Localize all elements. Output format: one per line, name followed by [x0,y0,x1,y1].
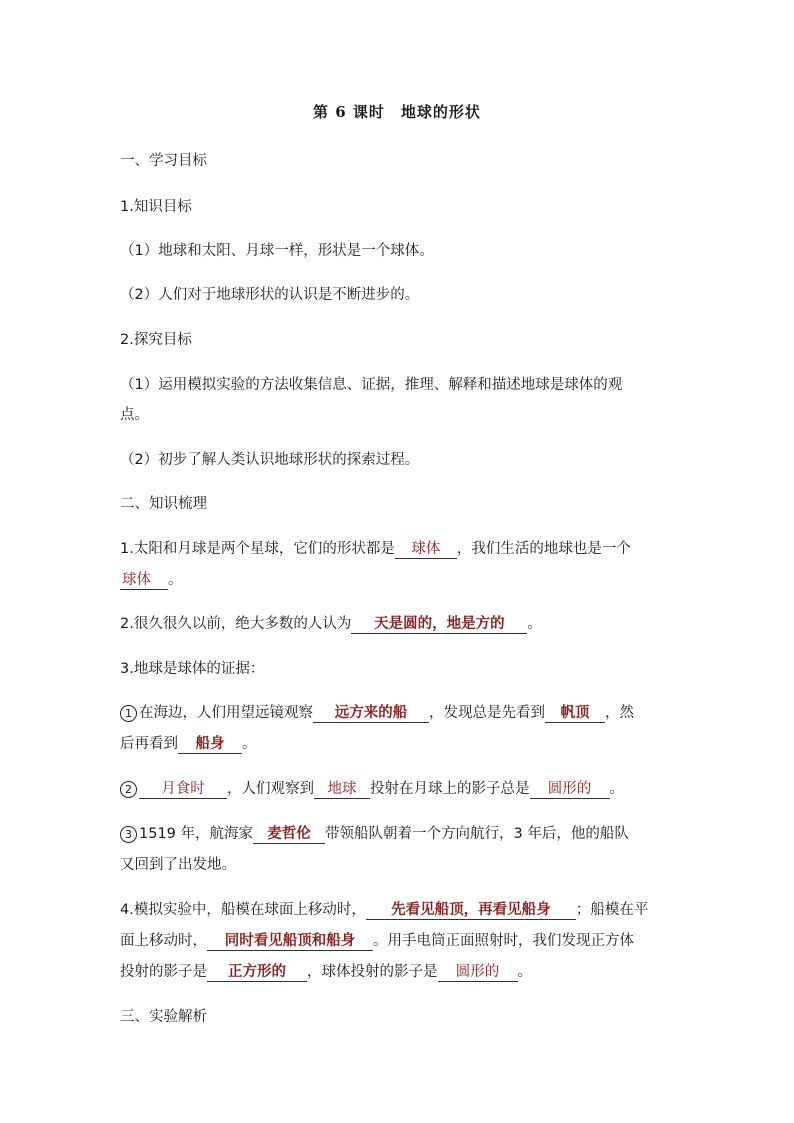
q1-text-b: ，我们生活的地球也是一个 [456,541,631,557]
evidence-1-line2 [120,735,680,754]
circled-number-2: 2 [120,781,137,798]
inquiry-item-2: （2）初步了解人类认识地球形状的探索过程。 [120,452,420,468]
q4-text-a: 4.模拟实验中，船模在球面上移动时， [120,902,366,918]
answer-blank: 圆形的 [530,781,610,799]
e2-text-b: 投射在月球上的影子总是 [370,781,530,797]
question-3: 3.地球是球体的证据： [120,661,265,677]
answer-blank: 月食时 [139,781,227,799]
question-4-line2 [120,932,680,951]
section-heading-goals: 一、学习目标 [120,153,207,169]
answer-blank: 天是圆的，地是方的 [351,616,527,634]
e1-end: 。 [242,736,257,752]
inquiry-item-1-line2: 点。 [120,407,149,423]
e3-text-b: 带领船队朝着一个方向航行，3 年后，他的船队 [325,826,629,842]
question-4-line3 [120,963,680,982]
q2-end: 。 [527,616,542,632]
answer-blank: 帆顶 [545,705,605,723]
answer-blank: 球体 [395,541,457,559]
circled-number-1: 1 [120,705,137,722]
answer-blank: 地球 [314,781,370,799]
page-title: 第 6 课时 地球的形状 [313,103,481,121]
subheading-knowledge: 1.知识目标 [120,199,192,215]
evidence-1-line1 [120,704,680,723]
answer-blank: 同时看见船顶和船身 [207,933,373,951]
knowledge-item-2: （2）人们对于地球形状的认识是不断进步的。 [120,287,420,303]
answer-blank: 远方来的船 [313,705,429,723]
e2-end: 。 [609,781,624,797]
answer-blank: 正方形的 [207,964,307,982]
question-1-line2 [120,571,680,590]
q2-text-a: 2.很久很久以前，绝大多数的人认为 [120,616,352,632]
circled-number-3: 3 [120,826,137,843]
q1-text-a: 1.太阳和月球是两个星球，它们的形状都是 [120,541,395,557]
e1-text-b: ，发现总是先看到 [429,705,545,721]
subheading-inquiry: 2.探究目标 [120,332,192,348]
e1-text-a: 在海边，人们用望远镜观察 [139,705,313,721]
e1-text-c: ，然 [605,705,634,721]
question-1-line1 [120,540,680,559]
evidence-3-line2: 又回到了出发地。 [120,857,236,873]
answer-blank: 麦哲伦 [253,826,325,844]
evidence-2 [120,780,680,799]
q4-text-e: 投射的影子是 [120,964,207,980]
q4-end: 。 [517,964,532,980]
q1-end: 。 [168,572,183,588]
question-4-line1 [120,901,680,920]
q4-text-b: ；船模在平 [575,902,649,918]
q4-text-f: ，球体投射的影子是 [307,964,438,980]
knowledge-item-1: （1）地球和太阳、月球一样，形状是一个球体。 [120,243,434,259]
section-heading-review: 二、知识梳理 [120,496,207,512]
q4-text-d: 。用手电筒正面照射时，我们发现正方体 [373,933,634,949]
e1-text-d: 后再看到 [120,736,178,752]
answer-blank: 圆形的 [438,964,518,982]
e2-text-a: ，人们观察到 [227,781,314,797]
answer-blank: 先看见船顶，再看见船身 [366,902,576,920]
section-heading-experiment: 三、实验解析 [120,1009,207,1025]
answer-blank: 船身 [178,736,242,754]
answer-blank: 球体 [120,572,168,590]
q4-text-c: 面上移动时， [120,933,207,949]
evidence-3-line1 [120,825,680,844]
inquiry-item-1-line1: （1）运用模拟实验的方法收集信息、证据，推理、解释和描述地球是球体的观 [120,377,623,393]
question-2 [120,615,680,634]
e3-text-a: 1519 年，航海家 [139,826,254,842]
